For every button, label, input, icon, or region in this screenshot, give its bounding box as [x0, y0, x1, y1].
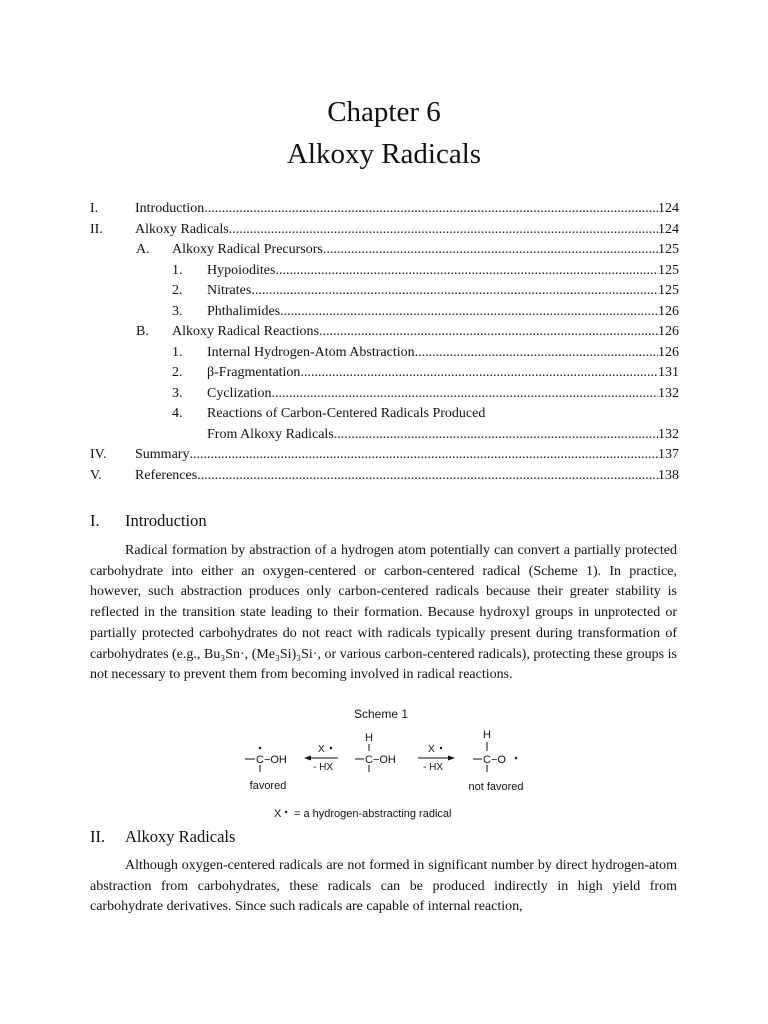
toc-entry-page: 125 — [658, 242, 679, 257]
toc-entry-page: 126 — [658, 303, 679, 319]
toc-entry — [90, 302, 679, 323]
toc-entry-title: Nitrates — [207, 283, 252, 298]
toc-entry — [90, 322, 679, 343]
chapter-label: Chapter 6 — [327, 96, 441, 128]
toc-entry — [90, 466, 679, 487]
toc-entry-page: 125 — [658, 262, 679, 278]
right-h: H — [483, 729, 491, 741]
toc-entry-number: 2. — [172, 283, 183, 298]
arrow-byproduct: - HX — [423, 762, 443, 773]
toc-leader-dots — [319, 322, 658, 343]
section-number: II. — [90, 827, 106, 846]
toc-entry-title: Alkoxy Radical Precursors — [172, 242, 323, 257]
center-fragment: C−OH — [365, 754, 396, 766]
toc-entry-line — [207, 281, 679, 302]
toc-entry-line — [172, 240, 679, 261]
toc-entry-title: References — [135, 467, 198, 483]
toc-entry-number: II. — [90, 221, 103, 237]
toc-leader-dots — [323, 240, 658, 261]
toc-entry-title: Introduction — [135, 201, 205, 216]
toc-entry-number: A. — [136, 242, 150, 257]
arrow-byproduct: - HX — [313, 762, 333, 773]
radical-dot — [515, 757, 517, 759]
left-fragment: C−OH — [256, 754, 287, 766]
right-fragment: C−O — [483, 754, 506, 766]
toc-leader-dots — [300, 363, 658, 384]
toc-entry-title: Cyclization — [207, 385, 272, 401]
toc-entry-number: 4. — [172, 406, 183, 421]
toc-entry-page: 125 — [658, 283, 679, 298]
section-number: I. — [90, 511, 100, 530]
toc-entry-title: From Alkoxy Radicals — [207, 426, 334, 442]
table-of-contents — [90, 199, 679, 486]
toc-entry — [90, 240, 679, 261]
radical-dot — [330, 747, 332, 749]
toc-entry-line — [207, 425, 679, 446]
toc-entry-line — [207, 343, 679, 364]
arrowhead-right — [448, 756, 455, 761]
scheme-1-diagram — [0, 700, 768, 825]
toc-entry-page: 137 — [658, 447, 679, 462]
scheme-1 — [0, 700, 768, 825]
toc-entry-number: 3. — [172, 303, 183, 319]
toc-entry-number: B. — [136, 324, 149, 339]
toc-entry — [90, 281, 679, 302]
radical-dot — [285, 811, 287, 813]
toc-entry-title: Alkoxy Radicals — [135, 221, 229, 237]
legend-text: = a hydrogen-abstracting radical — [294, 808, 452, 820]
arrowhead-left — [304, 756, 311, 761]
toc-leader-dots — [197, 466, 658, 487]
toc-entry — [90, 425, 679, 446]
toc-entry — [90, 261, 679, 282]
section-title: Alkoxy Radicals — [125, 827, 236, 846]
toc-entry-title: Hypoiodites — [207, 262, 276, 278]
toc-entry-number: V. — [90, 467, 102, 483]
toc-entry — [90, 404, 679, 425]
toc-leader-dots — [251, 281, 658, 302]
toc-leader-dots — [334, 425, 658, 446]
toc-entry-line — [135, 445, 679, 466]
toc-entry-number: 2. — [172, 365, 183, 380]
arrow-reagent: X — [318, 744, 325, 755]
toc-entry-page: 124 — [658, 221, 679, 237]
toc-entry — [90, 199, 679, 220]
radical-dot — [259, 747, 261, 749]
toc-entry-number: 1. — [172, 344, 183, 360]
arrow-reagent: X — [428, 744, 435, 755]
toc-entry-line — [207, 363, 679, 384]
toc-entry-line — [135, 199, 679, 220]
toc-entry-line — [135, 466, 679, 487]
toc-entry-number: 1. — [172, 262, 183, 278]
toc-entry-line — [135, 220, 679, 241]
toc-entry-page: 138 — [658, 467, 679, 483]
toc-entry-line — [207, 404, 679, 425]
alkoxy-paragraph: Although oxygen-centered radicals are not formed in significant number by direct hydrogen-atom abstraction from carbohydrates, these radicals can be produced indirectly in high yield from carbohydrate derivatives. Since such radicals are capable of internal reaction, — [90, 858, 677, 915]
toc-leader-dots — [275, 261, 658, 282]
toc-entry-title: Phthalimides — [207, 303, 281, 319]
toc-entry-title: Alkoxy Radical Reactions — [172, 324, 319, 339]
toc-leader-dots — [485, 404, 679, 425]
toc-entry — [90, 363, 679, 384]
section-title: Introduction — [125, 511, 207, 530]
toc-leader-dots — [204, 199, 658, 220]
legend-symbol: X — [274, 808, 282, 820]
toc-entry-page: 124 — [658, 201, 679, 216]
toc-entry-number: I. — [90, 201, 99, 216]
favored-label: favored — [249, 780, 287, 792]
toc-entry-title: β-Fragmentation — [207, 365, 301, 380]
toc-entry-line — [207, 302, 679, 323]
toc-entry-title: Reactions of Carbon-Centered Radicals Produced — [207, 406, 486, 421]
toc-leader-dots — [189, 445, 658, 466]
toc-entry-page: 131 — [658, 365, 679, 380]
toc-leader-dots — [272, 384, 658, 405]
toc-entry-page: 132 — [658, 385, 679, 401]
toc-entry-number: IV. — [90, 447, 107, 462]
toc-entry-line — [207, 384, 679, 405]
toc-entry-title: Summary — [135, 447, 190, 462]
radical-dot — [440, 747, 442, 749]
intro-paragraph: Radical formation by abstraction of a hydrogen atom potentially can convert a partially protected carbohydrate into either an oxygen-centered or carbon-centered radical (Scheme 1). In practice, however, such abstraction produces only carbon-centered radicals because their greater stability is reflected in the transition state leading to their formation. Because hydroxyl groups in unprotected or partially protected carbohydrates do not react with radicals typically present during transformation of carbohydrates (e.g., Bu₃Sn·, (Me₃Si)₃Si·, or various carbon-centered radicals), protecting these groups is not necessary to prevent them from becoming involved in radical reactions. — [90, 543, 677, 683]
toc-leader-dots — [229, 220, 658, 241]
toc-entry-line — [207, 261, 679, 282]
toc-entry — [90, 384, 679, 405]
toc-entry-number: 3. — [172, 385, 183, 401]
toc-entry-page: 126 — [658, 324, 679, 339]
toc-entry — [90, 220, 679, 241]
toc-entry-page: 132 — [658, 426, 679, 442]
toc-leader-dots — [415, 343, 658, 364]
toc-entry-line — [172, 322, 679, 343]
toc-leader-dots — [280, 302, 658, 323]
toc-entry — [90, 343, 679, 364]
toc-entry-page: 126 — [658, 344, 679, 360]
center-h: H — [365, 732, 373, 744]
chapter-title: Alkoxy Radicals — [286, 138, 482, 170]
scheme-title: Scheme 1 — [353, 707, 409, 721]
toc-entry — [90, 445, 679, 466]
not-favored-label: not favored — [468, 781, 524, 793]
toc-entry-title: Internal Hydrogen-Atom Abstraction — [207, 344, 415, 360]
